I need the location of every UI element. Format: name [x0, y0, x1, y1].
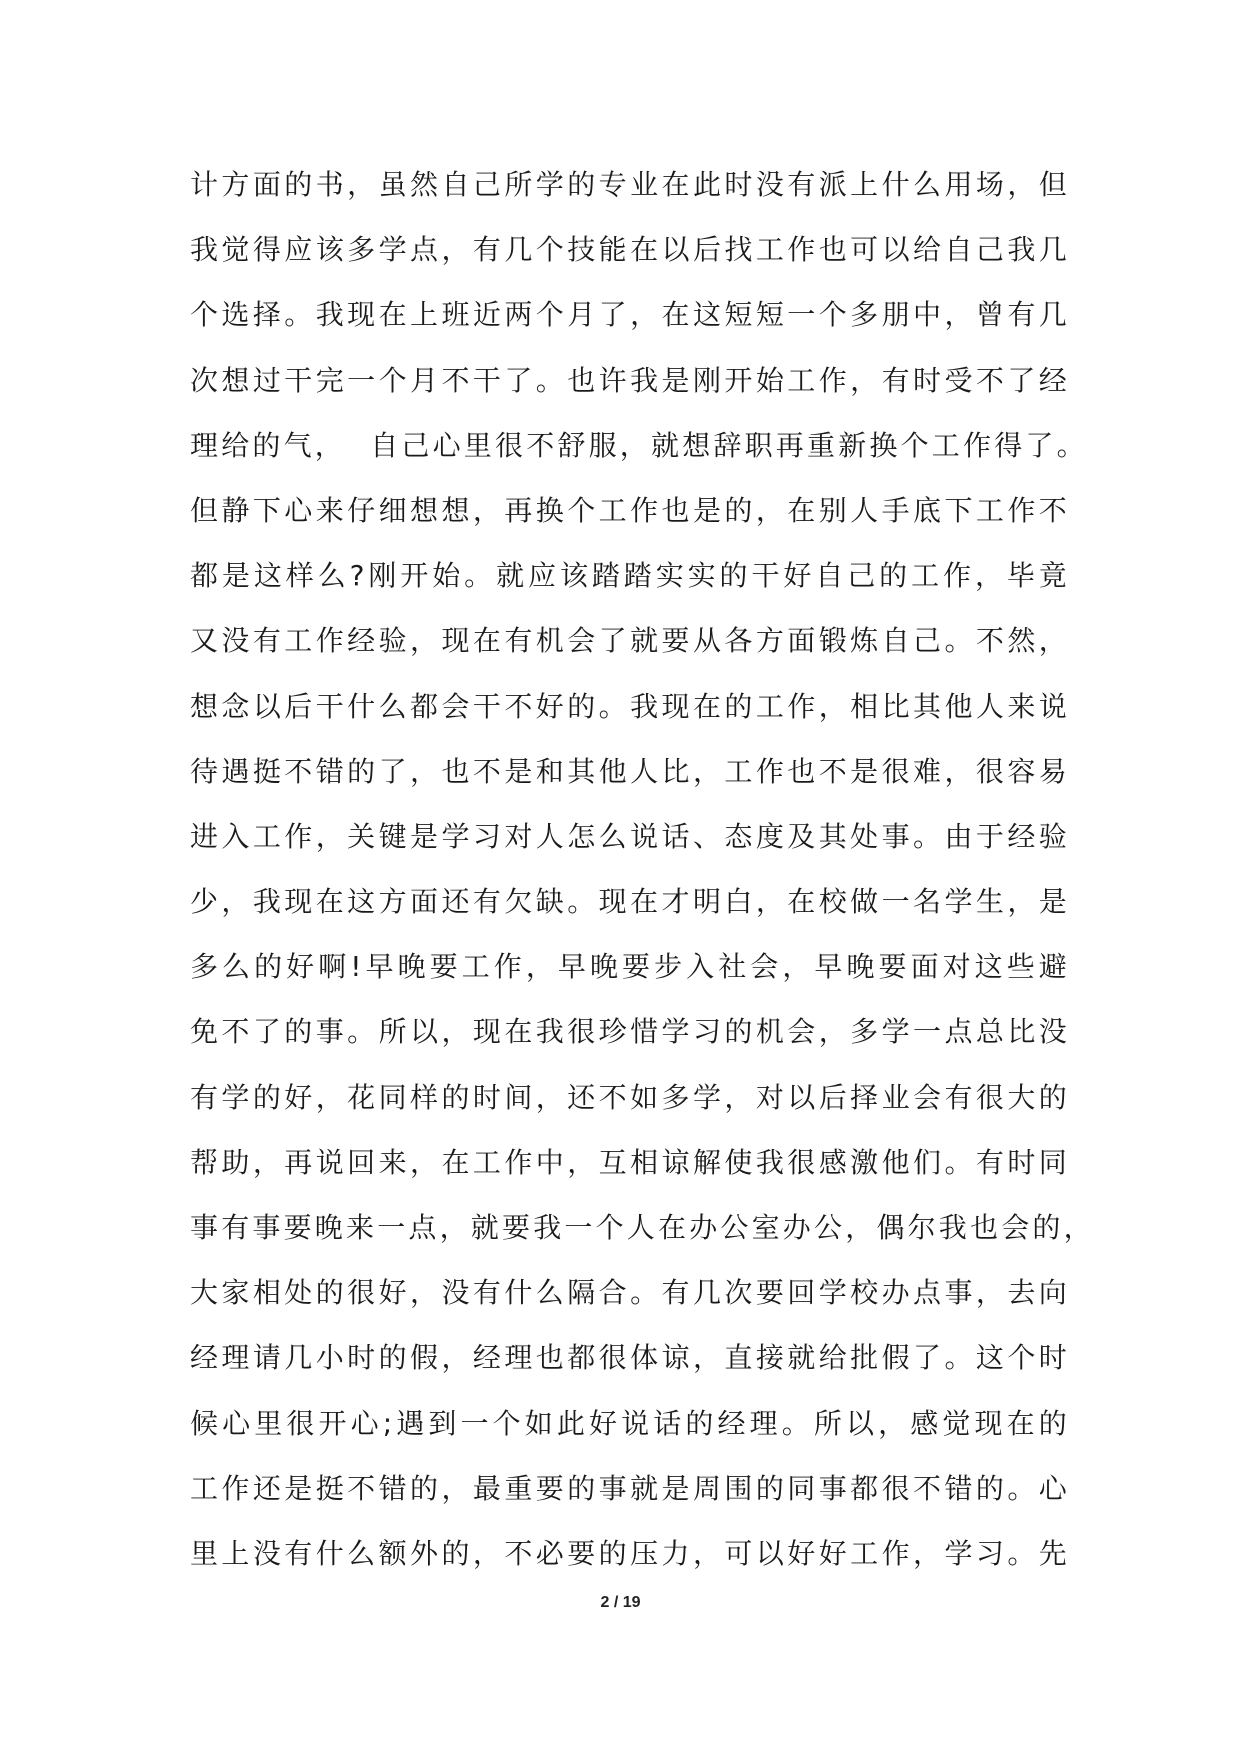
- text-line: 里上没有什么额外的，不必要的压力，可以好好工作，学习。先: [190, 1536, 1070, 1570]
- text-line: 事有事要晚来一点，就要我一个人在办公室办公，偶尔我也会的，: [190, 1211, 1095, 1244]
- text-line: 又没有工作经验，现在有机会了就要从各方面锻炼自己。不然，: [190, 624, 1070, 658]
- text-line: 次想过干完一个月不干了。也许我是刚开始工作，有时受不了经: [190, 363, 1070, 397]
- text-line: 工作还是挺不错的，最重要的事就是周围的同事都很不错的。心: [190, 1471, 1070, 1505]
- text-line: 理给的气， 自己心里很不舒服，就想辞职再重新换个工作得了。: [190, 428, 1088, 462]
- text-line: 个选择。我现在上班近两个月了，在这短短一个多朋中，曾有几: [190, 298, 1070, 332]
- text-line: 都是这样么?刚开始。就应该踏踏实实的干好自己的工作，毕竟: [190, 559, 1070, 593]
- page-number: 2 / 19: [600, 1594, 641, 1611]
- text-line: 多么的好啊!早晚要工作，早晚要步入社会，早晚要面对这些避: [190, 950, 1070, 984]
- text-line: 进入工作，关键是学习对人怎么说话、态度及其处事。由于经验: [190, 819, 1070, 853]
- text-line: 帮助，再说回来，在工作中，互相谅解使我很感激他们。有时同: [190, 1145, 1070, 1179]
- text-line: 少，我现在这方面还有欠缺。现在才明白，在校做一名学生，是: [190, 885, 1070, 919]
- text-line: 候心里很开心;遇到一个如此好说话的经理。所以，感觉现在的: [190, 1406, 1070, 1440]
- text-line: 经理请几小时的假，经理也都很体谅，直接就给批假了。这个时: [190, 1341, 1070, 1375]
- text-line: 待遇挺不错的了，也不是和其他人比，工作也不是很难，很容易: [190, 754, 1070, 788]
- text-line: 但静下心来仔细想想，再换个工作也是的，在别人手底下工作不: [190, 493, 1070, 527]
- text-line: 想念以后干什么都会干不好的。我现在的工作，相比其他人来说: [190, 689, 1070, 723]
- text-line: 免不了的事。所以，现在我很珍惜学习的机会，多学一点总比没: [190, 1015, 1070, 1049]
- text-line: 有学的好，花同样的时间，还不如多学，对以后择业会有很大的: [190, 1080, 1070, 1114]
- text-line: 计方面的书，虽然自己所学的专业在此时没有派上什么用场，但: [190, 168, 1070, 201]
- body-text: [190, 152, 1095, 1586]
- text-line: 我觉得应该多学点，有几个技能在以后找工作也可以给自己我几: [190, 233, 1070, 267]
- text-line: 大家相处的很好，没有什么隔合。有几次要回学校办点事，去向: [190, 1276, 1070, 1310]
